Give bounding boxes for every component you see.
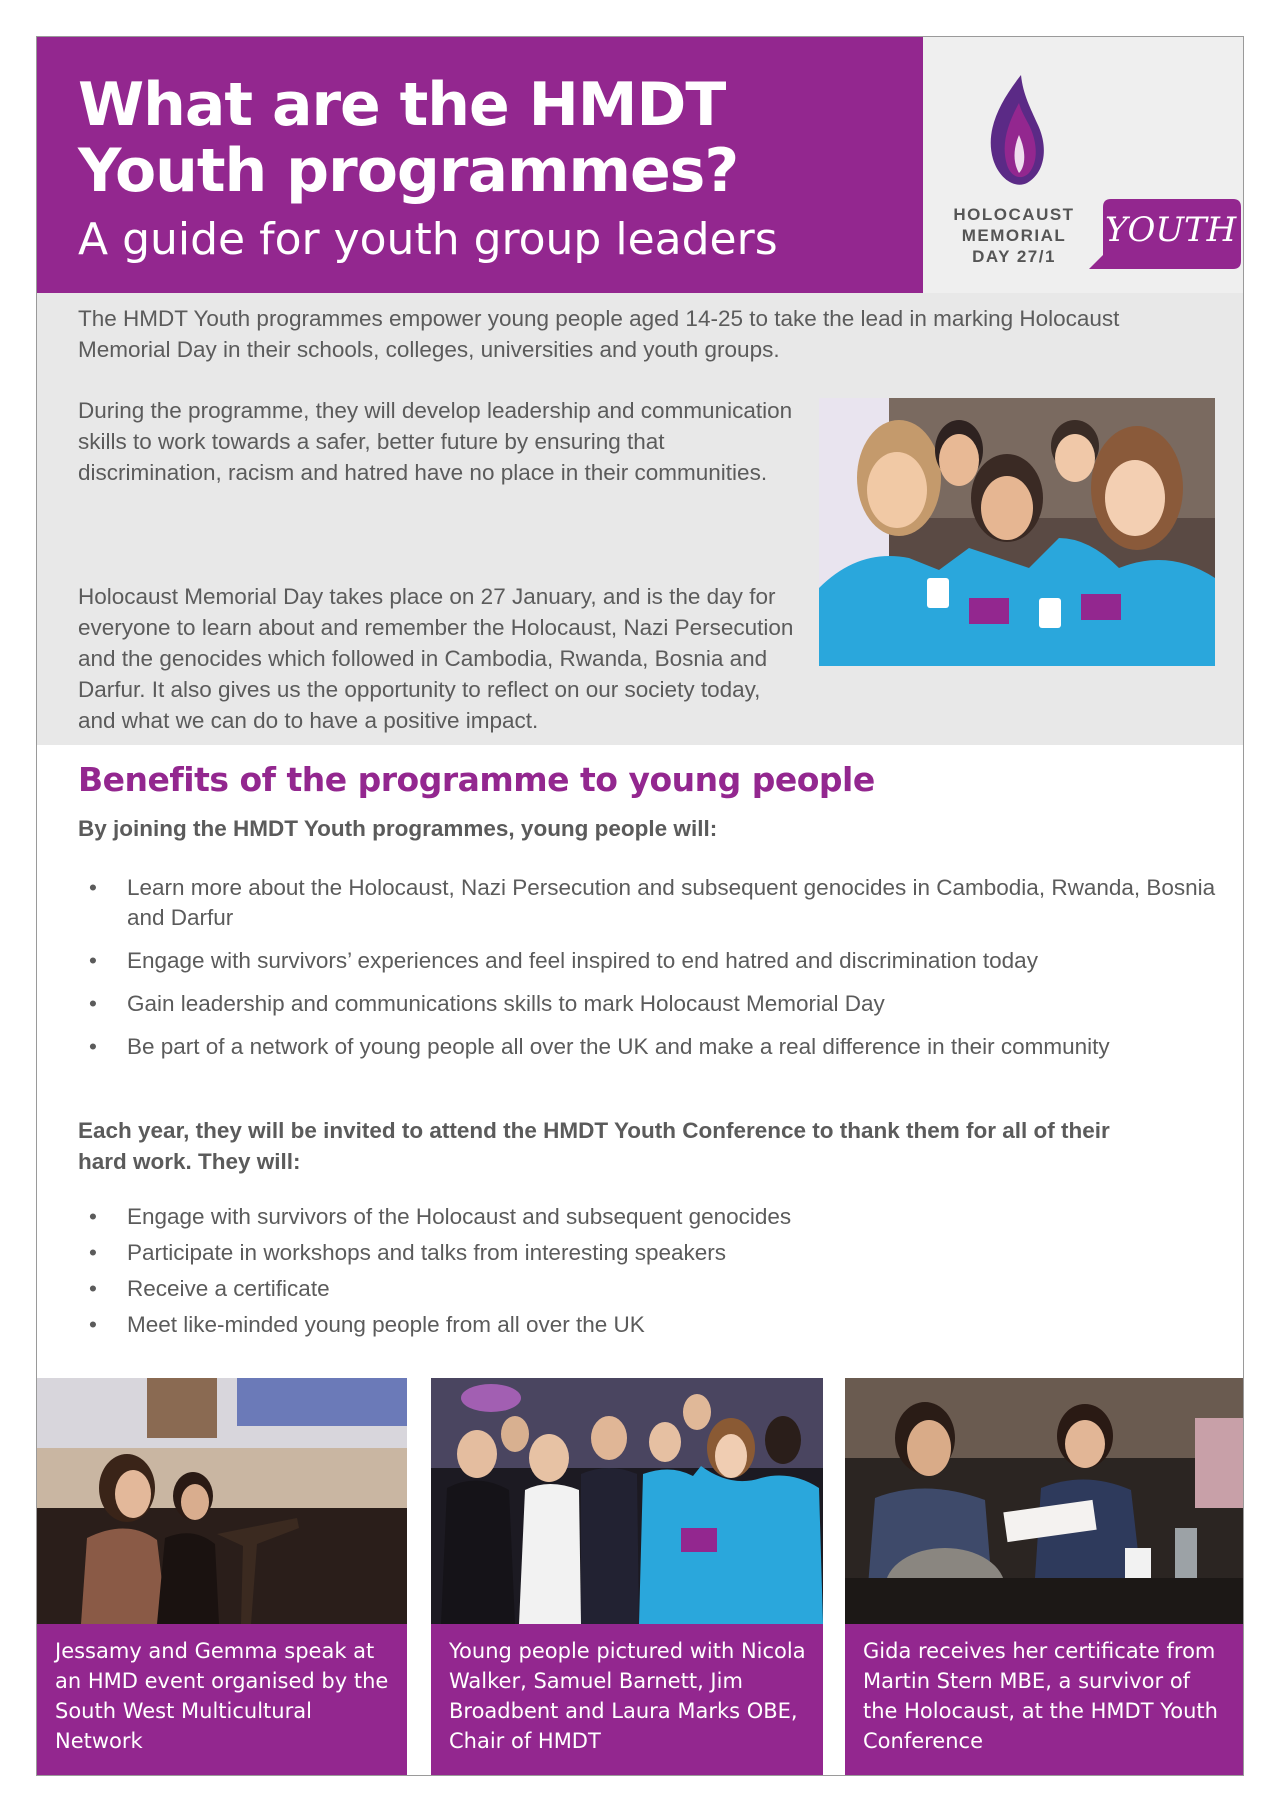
list-item [37, 1202, 1217, 1232]
list-item [37, 1310, 1217, 1340]
bullet-icon: • [89, 875, 97, 900]
list-item [37, 1238, 1217, 1268]
page-title-line-1: What are the HMDT [78, 70, 726, 140]
page-title-line-2: Youth programmes? [78, 136, 739, 206]
document-page [36, 36, 1244, 1776]
conference-list [37, 1202, 1217, 1346]
header [37, 37, 1244, 293]
title-block [37, 37, 923, 293]
bullet-icon: • [89, 1312, 97, 1337]
photo-caption-1: Jessamy and Gemma speak at an HMD event organised by the South West Multicultural Network [37, 1624, 407, 1775]
bullet-icon: • [89, 1240, 97, 1265]
list-item-text: Participate in workshops and talks from interesting speakers [127, 1240, 727, 1265]
photo-card-certificate [845, 1378, 1244, 1775]
bullet-icon: • [89, 1034, 97, 1059]
bullet-icon: • [89, 948, 97, 973]
candle-flame-icon [981, 73, 1051, 191]
intro-section [37, 293, 1244, 745]
youth-ambassadors-photo [819, 398, 1215, 666]
logo-text-date: DAY 27/1 [972, 247, 1056, 266]
benefits-list [37, 873, 1217, 1075]
benefits-heading: Benefits of the programme to young people [78, 760, 875, 799]
photo-card-guests [431, 1378, 823, 1775]
list-item [37, 873, 1217, 933]
list-item-text: Gain leadership and communications skills to mark Holocaust Memorial Day [127, 991, 885, 1016]
certificate-photo [845, 1378, 1244, 1624]
intro-paragraph-2: During the programme, they will develop leadership and communication skills to work towards a safer, better future by ensuring that discrimination, racism and hatred have no place in their communities. [78, 398, 793, 485]
hmd-youth-logo [923, 37, 1244, 293]
guests-photo [431, 1378, 823, 1624]
logo-text-holocaust: HOLOCAUST [953, 205, 1075, 224]
list-item-text: Engage with survivors of the Holocaust and subsequent genocides [127, 1204, 792, 1229]
list-item-text: Learn more about the Holocaust, Nazi Persecution and subsequent genocides in Cambodia, Rwanda, Bosnia and Darfur [127, 875, 1216, 930]
bullet-icon: • [89, 1204, 97, 1229]
intro-paragraph-3: Holocaust Memorial Day takes place on 27 January, and is the day for everyone to learn about and remember the Holocaust, Nazi Persecution and the genocides which followed in Cambodia, Rwanda, Bosnia and Darfur. It also gives us the opportunity to reflect on our society today, and what we can do to have a positive impact. [78, 584, 794, 733]
list-item-text: Receive a certificate [127, 1276, 330, 1301]
photo-caption-3: Gida receives her certificate from Martin Stern MBE, a survivor of the Holocaust, at the HMDT Youth Conference [845, 1624, 1244, 1775]
list-item-text: Be part of a network of young people all over the UK and make a real difference in their community [127, 1034, 1110, 1059]
list-item-text: Meet like-minded young people from all over the UK [127, 1312, 645, 1337]
list-item [37, 989, 1217, 1019]
bullet-icon: • [89, 991, 97, 1016]
list-item [37, 1274, 1217, 1304]
benefits-lead-2: Each year, they will be invited to attend the HMDT Youth Conference to thank them for all of their hard work. They will: [78, 1118, 1110, 1174]
list-item [37, 946, 1217, 976]
photo-caption-2: Young people pictured with Nicola Walker, Samuel Barnett, Jim Broadbent and Laura Marks OBE, Chair of HMDT [431, 1624, 823, 1775]
youth-badge-text: YOUTH [1105, 210, 1237, 250]
intro-paragraph-1: The HMDT Youth programmes empower young people aged 14-25 to take the lead in marking Holocaust Memorial Day in their schools, colleges, universities and youth groups. [78, 306, 1120, 362]
list-item [37, 1032, 1217, 1062]
list-item-text: Engage with survivors’ experiences and feel inspired to end hatred and discrimination today [127, 948, 1038, 973]
benefits-lead-1: By joining the HMDT Youth programmes, young people will: [78, 816, 718, 841]
logo-text-memorial: MEMORIAL [961, 226, 1067, 245]
photo-card-speakers [37, 1378, 407, 1775]
speakers-photo [37, 1378, 407, 1624]
bullet-icon: • [89, 1276, 97, 1301]
page-subtitle: A guide for youth group leaders [78, 214, 778, 265]
